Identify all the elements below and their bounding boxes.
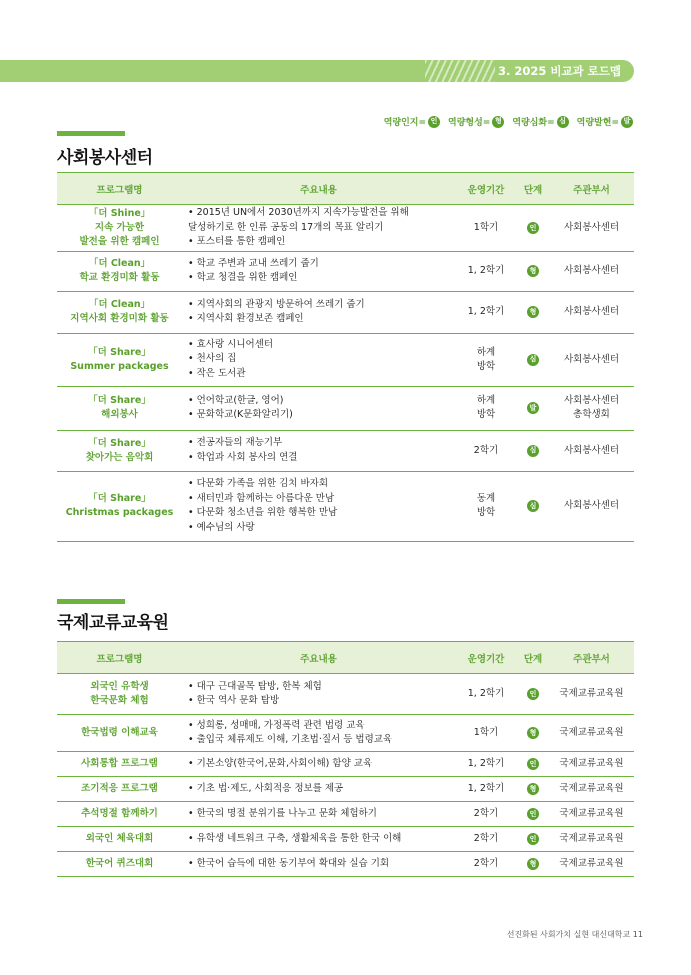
program-department: 사회봉사센터 [549, 333, 634, 386]
program-name: 「더 Share」 Summer packages [57, 333, 182, 386]
program-name: 「더 Clean」 지역사회 환경미화 활동 [57, 291, 182, 333]
stage-badge: 인 [527, 222, 539, 234]
table-row [57, 777, 634, 802]
column-header-content: 주요내용 [182, 642, 455, 674]
program-stage [517, 291, 549, 333]
program-table-social-service [57, 172, 634, 542]
stage-badge: 형 [527, 265, 539, 277]
content-item: • 학업과 사회 봉사의 연결 [188, 451, 298, 463]
program-period: 2학기 [455, 852, 517, 877]
program-name: 외국인 체육대회 [57, 827, 182, 852]
table-row [57, 471, 634, 541]
program-stage [517, 471, 549, 541]
program-department: 사회봉사센터 [549, 291, 634, 333]
program-table-international [57, 641, 634, 877]
stage-badge: 인 [527, 808, 539, 820]
stage-badge: 발 [621, 116, 633, 128]
stage-badge: 발 [527, 402, 539, 414]
table-row [57, 333, 634, 386]
table-row [57, 802, 634, 827]
content-item: • 문화학교(K문화알리기) [188, 409, 293, 420]
content-item: • 언어학교(한글, 영어) [188, 394, 284, 406]
program-period: 동계 방학 [455, 471, 517, 541]
content-item: • 대구 근대골목 탐방, 한복 체험 [188, 680, 322, 692]
table-row [57, 852, 634, 877]
stage-badge: 형 [492, 116, 504, 128]
program-content [182, 852, 455, 877]
program-department: 국제교류교육원 [549, 827, 634, 852]
program-name: 한국어 퀴즈대회 [57, 852, 182, 877]
stage-badge: 심 [527, 445, 539, 457]
program-content [182, 333, 455, 386]
section-title: 국제교류교육원 [57, 613, 169, 633]
program-period: 2학기 [455, 430, 517, 471]
column-header-department: 주관부서 [549, 173, 634, 205]
column-header-department: 주관부서 [549, 642, 634, 674]
program-department: 국제교류교육원 [549, 674, 634, 715]
program-name: 사회통합 프로그램 [57, 752, 182, 777]
program-content [182, 777, 455, 802]
program-department: 사회봉사센터 [549, 205, 634, 252]
table-header-row [57, 173, 634, 205]
program-name: 「더 Share」 해외봉사 [57, 386, 182, 430]
legend-label: 역량인지= [383, 118, 427, 128]
legend-item-awareness [384, 115, 440, 128]
program-period: 1학기 [455, 205, 517, 252]
program-content [182, 802, 455, 827]
program-period: 1, 2학기 [455, 251, 517, 291]
program-department: 국제교류교육원 [549, 802, 634, 827]
content-item: • 지역사회의 관광지 방문하여 쓰레기 줍기 [188, 298, 365, 310]
table-row [57, 752, 634, 777]
header-title: 3. 2025 비교과 로드맵 [497, 64, 621, 78]
program-stage [517, 752, 549, 777]
program-department: 국제교류교육원 [549, 777, 634, 802]
program-content [182, 251, 455, 291]
program-stage [517, 777, 549, 802]
content-item: • 다문화 가족을 위한 김치 바자회 [188, 478, 329, 489]
program-stage [517, 674, 549, 715]
program-department: 사회봉사센터 총학생회 [549, 386, 634, 430]
content-item: • 포스터를 통한 캠페인 [188, 236, 286, 247]
content-item: • 학교 청결을 위한 캠페인 [188, 272, 298, 283]
stage-badge: 심 [527, 500, 539, 512]
table-row [57, 715, 634, 752]
program-period: 1, 2학기 [455, 291, 517, 333]
stage-legend [384, 115, 633, 128]
program-department: 사회봉사센터 [549, 251, 634, 291]
program-content [182, 471, 455, 541]
stage-badge: 심 [557, 116, 569, 128]
program-period: 하계 방학 [455, 333, 517, 386]
program-content [182, 291, 455, 333]
content-item: • 천사의 집 [188, 353, 237, 365]
program-content [182, 752, 455, 777]
stage-badge: 형 [527, 727, 539, 739]
program-content [182, 827, 455, 852]
table-header-row [57, 642, 634, 674]
content-item: • 한국의 명절 분위기를 나누고 문화 체험하기 [188, 807, 377, 819]
legend-item-deepening [512, 115, 568, 128]
program-name: 「더 Clean」 학교 환경미화 활동 [57, 251, 182, 291]
program-content [182, 715, 455, 752]
program-stage [517, 852, 549, 877]
content-item: • 기본소양(한국어,문화,사회이해) 함양 교육 [188, 757, 373, 769]
content-item: • 작은 도서관 [188, 367, 246, 379]
stage-badge: 형 [527, 858, 539, 870]
table-row [57, 291, 634, 333]
program-content [182, 430, 455, 471]
program-department: 국제교류교육원 [549, 752, 634, 777]
table-row [57, 386, 634, 430]
stage-badge: 인 [428, 116, 440, 128]
legend-item-formation [448, 115, 504, 128]
program-name: 한국법령 이해교육 [57, 715, 182, 752]
program-department: 사회봉사센터 [549, 430, 634, 471]
column-header-stage: 단계 [517, 642, 549, 674]
program-department: 국제교류교육원 [549, 715, 634, 752]
legend-label: 역량심화= [512, 118, 555, 128]
program-name: 「더 Shine」 지속 가능한 발전을 위한 캠페인 [57, 205, 182, 252]
program-content [182, 205, 455, 252]
table-row [57, 674, 634, 715]
legend-label: 역량형성= [448, 118, 491, 128]
program-name: 외국인 유학생 한국문화 체험 [57, 674, 182, 715]
program-stage [517, 333, 549, 386]
program-period: 1, 2학기 [455, 777, 517, 802]
column-header-period: 운영기간 [455, 642, 517, 674]
stage-badge: 인 [527, 833, 539, 845]
program-name: 조기적응 프로그램 [57, 777, 182, 802]
column-header-program: 프로그램명 [57, 642, 182, 674]
content-item: • 다문화 청소년을 위한 행복한 만남 [188, 507, 338, 518]
content-item: • 출입국 체류제도 이해, 기초법·질서 등 법령교육 [188, 734, 393, 745]
section-accent [57, 599, 125, 604]
column-header-stage: 단계 [517, 173, 549, 205]
content-item: • 학교 주변과 교내 쓰레기 줍기 [188, 257, 319, 269]
column-header-content: 주요내용 [182, 173, 455, 205]
program-stage [517, 430, 549, 471]
program-period: 1, 2학기 [455, 674, 517, 715]
stage-badge: 심 [527, 354, 539, 366]
program-stage [517, 715, 549, 752]
header-stripes [425, 60, 495, 82]
content-item: • 효사랑 시니어센터 [188, 338, 274, 350]
program-period: 1학기 [455, 715, 517, 752]
program-name: 「더 Share」 Christmas packages [57, 471, 182, 541]
program-period: 1, 2학기 [455, 752, 517, 777]
program-period: 2학기 [455, 827, 517, 852]
program-stage [517, 802, 549, 827]
content-item: • 기초 법·제도, 사회적응 정보를 제공 [188, 782, 344, 794]
stage-badge: 형 [527, 783, 539, 795]
program-content [182, 386, 455, 430]
content-item: • 전공자들의 재능기부 [188, 437, 283, 448]
program-stage [517, 251, 549, 291]
stage-badge: 형 [527, 306, 539, 318]
content-item: • 지역사회 환경보존 캠페인 [188, 313, 304, 324]
content-item: • 새터민과 함께하는 아름다운 만남 [188, 492, 335, 504]
content-item: • 한국 역사 문화 탐방 [188, 695, 280, 706]
legend-item-manifestation [577, 115, 633, 128]
table-row [57, 430, 634, 471]
program-period: 2학기 [455, 802, 517, 827]
program-name: 「더 Share」 찾아가는 음악회 [57, 430, 182, 471]
stage-badge: 인 [527, 758, 539, 770]
section-accent [57, 131, 125, 136]
content-item: • 예수님의 사랑 [188, 521, 255, 533]
program-stage [517, 205, 549, 252]
table-row [57, 205, 634, 252]
program-period: 하계 방학 [455, 386, 517, 430]
content-item: • 2015년 UN에서 2030년까지 지속가능발전을 위해 달성하기로 한 인류 공동의 17개의 목표 알리기 [188, 207, 409, 233]
content-item: • 성희롱, 성매매, 가정폭력 관련 법령 교육 [188, 719, 365, 731]
program-name: 추석명절 함께하기 [57, 802, 182, 827]
column-header-program: 프로그램명 [57, 173, 182, 205]
content-item: • 한국어 습득에 대한 동기부여 확대와 실습 기회 [188, 857, 390, 869]
program-department: 국제교류교육원 [549, 852, 634, 877]
program-stage [517, 827, 549, 852]
program-content [182, 674, 455, 715]
program-department: 사회봉사센터 [549, 471, 634, 541]
page-footer: 선진화된 사회가치 실현 대신대학교 11 [506, 930, 643, 939]
table-row [57, 827, 634, 852]
content-item: • 유학생 네트워크 구축, 생활체육을 통한 한국 이해 [188, 832, 402, 844]
stage-badge: 인 [527, 688, 539, 700]
section-title: 사회봉사센터 [57, 148, 153, 168]
table-row [57, 251, 634, 291]
column-header-period: 운영기간 [455, 173, 517, 205]
program-stage [517, 386, 549, 430]
legend-label: 역량발현= [576, 118, 619, 128]
